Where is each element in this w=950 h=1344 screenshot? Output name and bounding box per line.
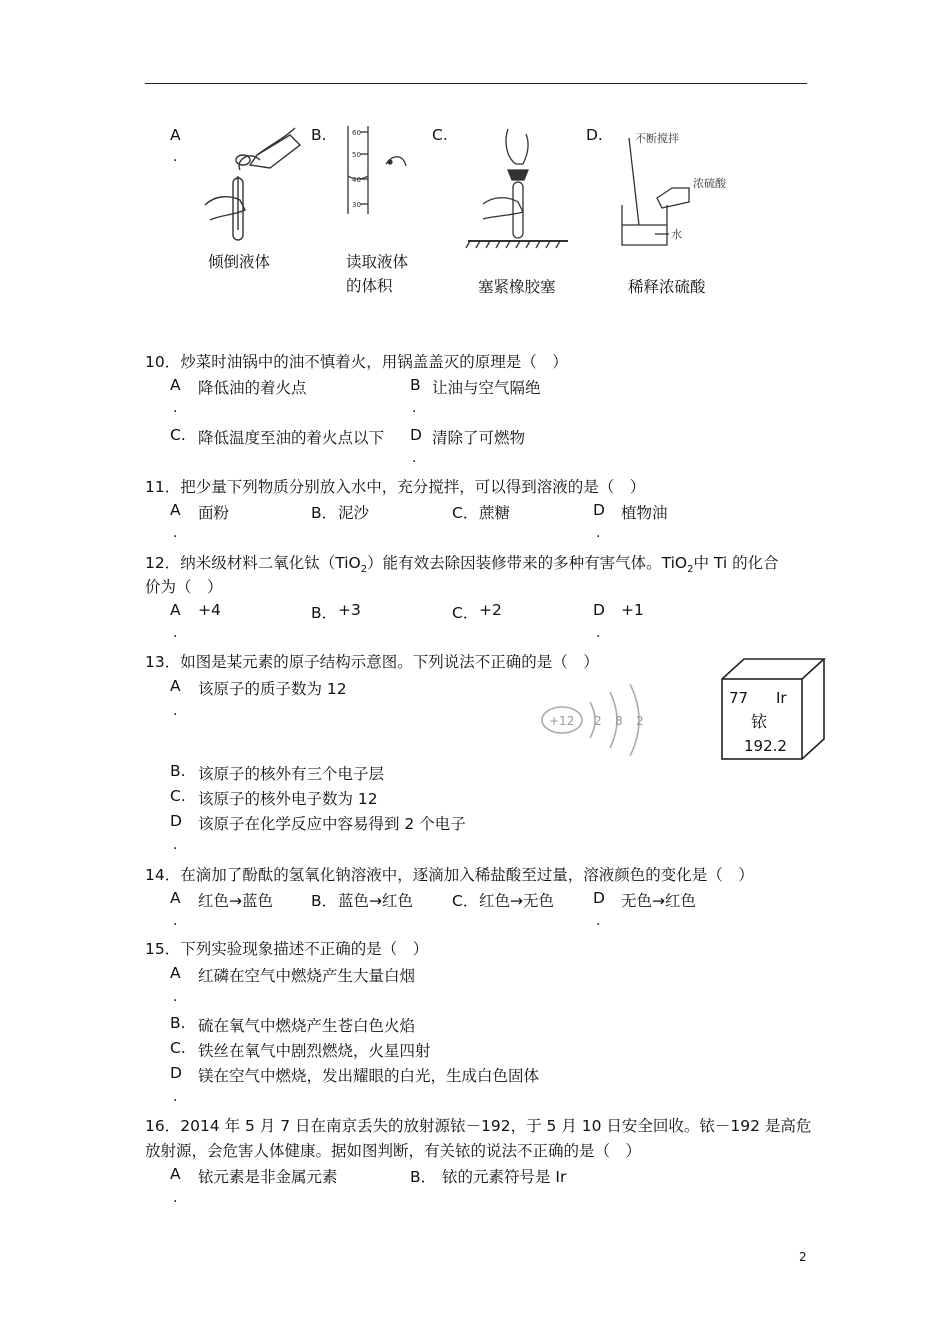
atom-shell-3: 2 xyxy=(636,714,644,728)
q12-stem-line1: 12．纳米级材料二氧化钛（TiO$_2$）能有效去除因装修带来的多种有害气体。TiO$_2$中 Ti 的化合 xyxy=(145,554,779,576)
q16-stem-line2: 放射源，会危害人体健康。据如图判断，有关铱的说法不正确的是（ ） xyxy=(145,1142,642,1160)
q11-option-c-text: 蔗糖 xyxy=(479,504,511,522)
q9-option-c-letter: C. xyxy=(432,126,448,144)
atom-structure-diagram xyxy=(538,680,658,755)
q13-option-a-letter: A xyxy=(170,677,181,695)
q9-caption-d: 稀释浓硫酸 xyxy=(628,278,706,296)
q9-caption-c: 塞紧橡胶塞 xyxy=(478,278,556,296)
q9-option-b-letter: B. xyxy=(311,126,327,144)
q15-option-a-dot: . xyxy=(173,989,178,1005)
q14-stem: 14．在滴加了酚酞的氢氧化钠溶液中，逐滴加入稀盐酸至过量，溶液颜色的变化是（ ） xyxy=(145,866,754,884)
q15-option-d-dot: . xyxy=(173,1089,178,1105)
q12-option-a-letter: A xyxy=(170,601,181,619)
q9-caption-b-line1: 读取液体 xyxy=(346,253,409,271)
q9-caption-b-line2: 的体积 xyxy=(346,277,393,295)
q11-option-d-letter: D xyxy=(593,501,605,519)
pouring-liquid-figure xyxy=(195,120,305,250)
q10-option-c-letter: C. xyxy=(170,426,186,444)
q11-option-b-letter: B． xyxy=(311,504,338,522)
q11-stem: 11．把少量下列物质分别放入水中，充分搅拌，可以得到溶液的是（ ） xyxy=(145,478,646,496)
q15-option-a-text: 红磷在空气中燃烧产生大量白烟 xyxy=(198,967,416,985)
cylinder-tick-50: 50 xyxy=(352,151,361,159)
q15-option-c-letter: C. xyxy=(170,1039,186,1057)
q15-option-b-text: 硫在氧气中燃烧产生苍白色火焰 xyxy=(198,1017,416,1035)
q10-option-a-text: 降低油的着火点 xyxy=(198,379,307,397)
q12-option-a-dot: . xyxy=(173,625,178,641)
q14-option-a-text: 红色→蓝色 xyxy=(198,892,273,910)
q16-option-a-letter: A xyxy=(170,1165,181,1183)
element-name: 铱 xyxy=(751,712,768,731)
q12-option-d-letter: D xyxy=(593,601,605,619)
fig-d-label-water: 水 xyxy=(671,228,682,241)
atom-nucleus: +12 xyxy=(549,714,575,728)
q16-option-a-text: 铱元素是非金属元素 xyxy=(198,1168,338,1186)
q15-stem: 15．下列实验现象描述不正确的是（ ） xyxy=(145,940,429,958)
q15-option-c-text: 铁丝在氧气中剧烈燃烧，火星四射 xyxy=(198,1042,431,1060)
q10-option-d-text: 清除了可燃物 xyxy=(432,429,526,447)
q12-stem-line2: 价为（ ） xyxy=(145,578,223,596)
q10-option-a-letter: A xyxy=(170,376,181,394)
atom-shell-2: 8 xyxy=(615,714,623,728)
q12-option-c-letter: C． xyxy=(452,604,479,622)
q11-option-a-dot: . xyxy=(173,525,178,541)
q13-option-d-dot: . xyxy=(173,837,178,853)
q16-stem-line1: 16．2014 年 5 月 7 日在南京丢失的放射源铱－192，于 5 月 10 日安全回收。铱－192 是高危 xyxy=(145,1117,812,1135)
rubber-stopper-figure xyxy=(468,124,568,250)
atom-shell-1: 2 xyxy=(594,714,602,728)
q13-option-c-letter: C. xyxy=(170,787,186,805)
q14-option-c-letter: C． xyxy=(452,892,479,910)
element-symbol: Ir xyxy=(776,689,787,707)
cylinder-tick-40: 40 xyxy=(352,176,361,184)
q14-option-c-text: 红色→无色 xyxy=(479,892,554,910)
q13-option-b-letter: B. xyxy=(170,762,186,780)
cylinder-tick-30: 30 xyxy=(352,201,361,209)
element-atomic-number: 77 xyxy=(729,689,749,707)
q10-option-b-letter: B xyxy=(410,376,421,394)
q11-option-b-text: 泥沙 xyxy=(338,504,370,522)
q9-option-d-letter: D. xyxy=(586,126,603,144)
q10-option-a-dot: . xyxy=(173,400,178,416)
q14-option-d-dot: . xyxy=(596,913,601,929)
q16-option-b-text: 铱的元素符号是 Ir xyxy=(442,1168,567,1186)
q14-option-d-letter: D xyxy=(593,889,605,907)
q15-option-d-letter: D xyxy=(170,1064,182,1082)
q11-option-d-dot: . xyxy=(596,525,601,541)
q10-option-c-text: 降低温度至油的着火点以下 xyxy=(198,429,385,447)
graduated-cylinder-figure xyxy=(338,124,418,219)
q15-option-a-letter: A xyxy=(170,964,181,982)
q12-option-a-text: +4 xyxy=(198,601,221,619)
dilute-acid-figure xyxy=(617,130,747,250)
header-rule xyxy=(145,83,807,84)
q10-option-d-dot: . xyxy=(412,450,417,466)
q13-option-a-text: 该原子的质子数为 12 xyxy=(198,680,347,698)
q13-stem: 13．如图是某元素的原子结构示意图。下列说法不正确的是（ ） xyxy=(145,653,599,671)
q9-option-a-dot: . xyxy=(173,149,178,165)
q13-option-a-dot: . xyxy=(173,703,178,719)
q14-option-d-text: 无色→红色 xyxy=(621,892,696,910)
q10-option-b-text: 让油与空气隔绝 xyxy=(432,379,541,397)
element-card-iridium xyxy=(720,657,830,763)
element-atomic-mass: 192.2 xyxy=(744,737,787,755)
q13-option-c-text: 该原子的核外电子数为 12 xyxy=(198,790,378,808)
q9-caption-a: 倾倒液体 xyxy=(208,253,271,271)
q10-stem: 10．炒菜时油锅中的油不慎着火，用锅盖盖灭的原理是（ ） xyxy=(145,353,568,371)
q11-option-a-letter: A xyxy=(170,501,181,519)
q12-option-b-text: +3 xyxy=(338,601,361,619)
q10-option-d-letter: D xyxy=(410,426,422,444)
fig-d-label-acid: 浓硫酸 xyxy=(693,177,726,190)
q13-option-d-letter: D xyxy=(170,812,182,830)
q12-option-d-text: +1 xyxy=(621,601,644,619)
q14-option-a-letter: A xyxy=(170,889,181,907)
q15-option-b-letter: B. xyxy=(170,1014,186,1032)
q12-option-c-text: +2 xyxy=(479,601,502,619)
q10-option-b-dot: . xyxy=(412,400,417,416)
q16-option-a-dot: . xyxy=(173,1190,178,1206)
q11-option-d-text: 植物油 xyxy=(621,504,668,522)
fig-d-label-stir: 不断搅拌 xyxy=(635,132,679,145)
q15-option-d-text: 镁在空气中燃烧，发出耀眼的白光，生成白色固体 xyxy=(198,1067,540,1085)
q13-option-b-text: 该原子的核外有三个电子层 xyxy=(198,765,385,783)
q11-option-c-letter: C． xyxy=(452,504,479,522)
q14-option-b-letter: B． xyxy=(311,892,338,910)
q12-option-d-dot: . xyxy=(596,625,601,641)
q13-option-d-text: 该原子在化学反应中容易得到 2 个电子 xyxy=(198,815,466,833)
q14-option-a-dot: . xyxy=(173,913,178,929)
page-number: 2 xyxy=(799,1250,807,1264)
cylinder-tick-60: 60 xyxy=(352,129,361,137)
q14-option-b-text: 蓝色→红色 xyxy=(338,892,413,910)
q11-option-a-text: 面粉 xyxy=(198,504,230,522)
q9-option-a-letter: A xyxy=(170,126,181,144)
q16-option-b-letter: B． xyxy=(410,1168,437,1186)
q12-option-b-letter: B． xyxy=(311,604,338,622)
